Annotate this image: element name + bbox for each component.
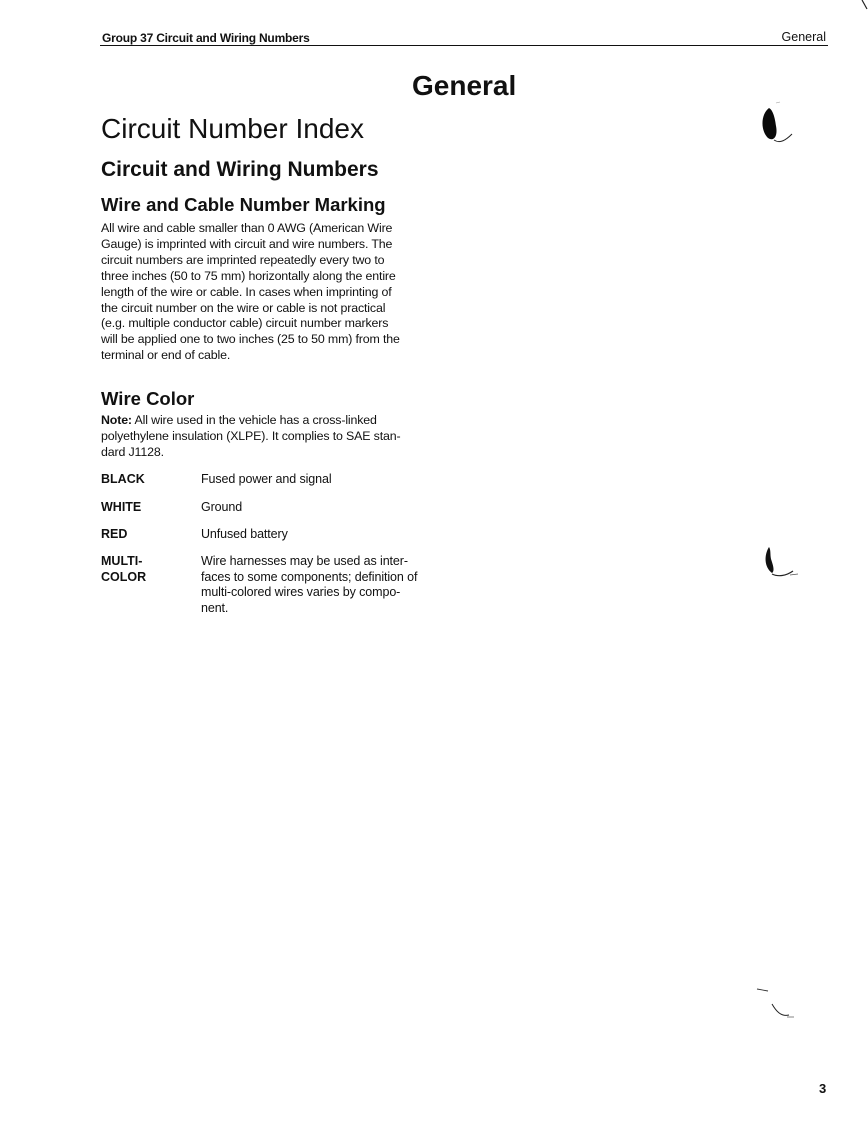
page-number: 3 [819, 1081, 827, 1096]
color-name-red [101, 527, 191, 543]
color-name-line: MULTI- [101, 554, 143, 568]
color-desc-line: Unfused battery [201, 527, 288, 541]
color-desc-line: multi-colored wires varies by compo- [201, 585, 401, 599]
color-name-line: COLOR [101, 569, 147, 584]
paragraph-line: length of the wire or cable. In cases when imprinting of [101, 284, 392, 299]
binder-hole-mark-top [758, 100, 794, 150]
note-line: polyethylene insulation (XLPE). It complies to SAE stan- [101, 428, 401, 443]
color-desc-red [201, 527, 451, 543]
binder-hole-mark-middle [760, 543, 800, 583]
color-name-multi [101, 554, 191, 585]
running-header-left: Group 37 Circuit and Wiring Numbers [102, 31, 310, 45]
note-line: dard J1128. [101, 444, 164, 459]
subheading: Circuit and Wiring Numbers [101, 158, 379, 181]
note-text: All wire used in the vehicle has a cross-linked [131, 413, 377, 427]
color-desc-line: Wire harnesses may be used as inter- [201, 554, 408, 568]
color-name-white [101, 500, 191, 516]
color-name-line: BLACK [101, 472, 145, 486]
marking-heading: Wire and Cable Number Marking [101, 194, 386, 215]
paragraph-line: All wire and cable smaller than 0 AWG (American Wire [101, 221, 393, 235]
wire-color-heading: Wire Color [101, 388, 195, 409]
running-header-right: General [781, 30, 826, 44]
color-name-line: RED [101, 527, 128, 541]
paragraph-line: the circuit number on the wire or cable is not practical [101, 300, 386, 315]
note-paragraph [101, 413, 446, 461]
marking-paragraph [101, 221, 451, 364]
color-desc-multi [201, 554, 451, 616]
color-desc-black [201, 472, 451, 488]
color-desc-white [201, 500, 451, 516]
header-rule [100, 45, 828, 46]
binder-hole-mark-bottom [756, 983, 796, 1025]
note-label: Note: [101, 413, 132, 427]
note-line [101, 413, 446, 429]
color-name-line: WHITE [101, 500, 142, 514]
paragraph-line: will be applied one to two inches (25 to 50 mm) from the [101, 332, 400, 347]
color-desc-line: faces to some components; definition of [201, 569, 418, 584]
color-desc-line: nent. [201, 600, 229, 615]
section-title: General [412, 70, 517, 101]
color-desc-line: Fused power and signal [201, 472, 332, 486]
page-heading: Circuit Number Index [101, 113, 364, 144]
color-desc-line: Ground [201, 500, 243, 514]
paragraph-line: circuit numbers are imprinted repeatedly every two to [101, 252, 385, 267]
paragraph-line: Gauge) is imprinted with circuit and wire numbers. The [101, 236, 393, 251]
paragraph-line: three inches (50 to 75 mm) horizontally along the entire [101, 268, 396, 283]
corner-scan-mark [858, 0, 868, 12]
paragraph-line: (e.g. multiple conductor cable) circuit number markers [101, 316, 389, 331]
color-name-black [101, 472, 191, 488]
paragraph-line: terminal or end of cable. [101, 348, 231, 363]
